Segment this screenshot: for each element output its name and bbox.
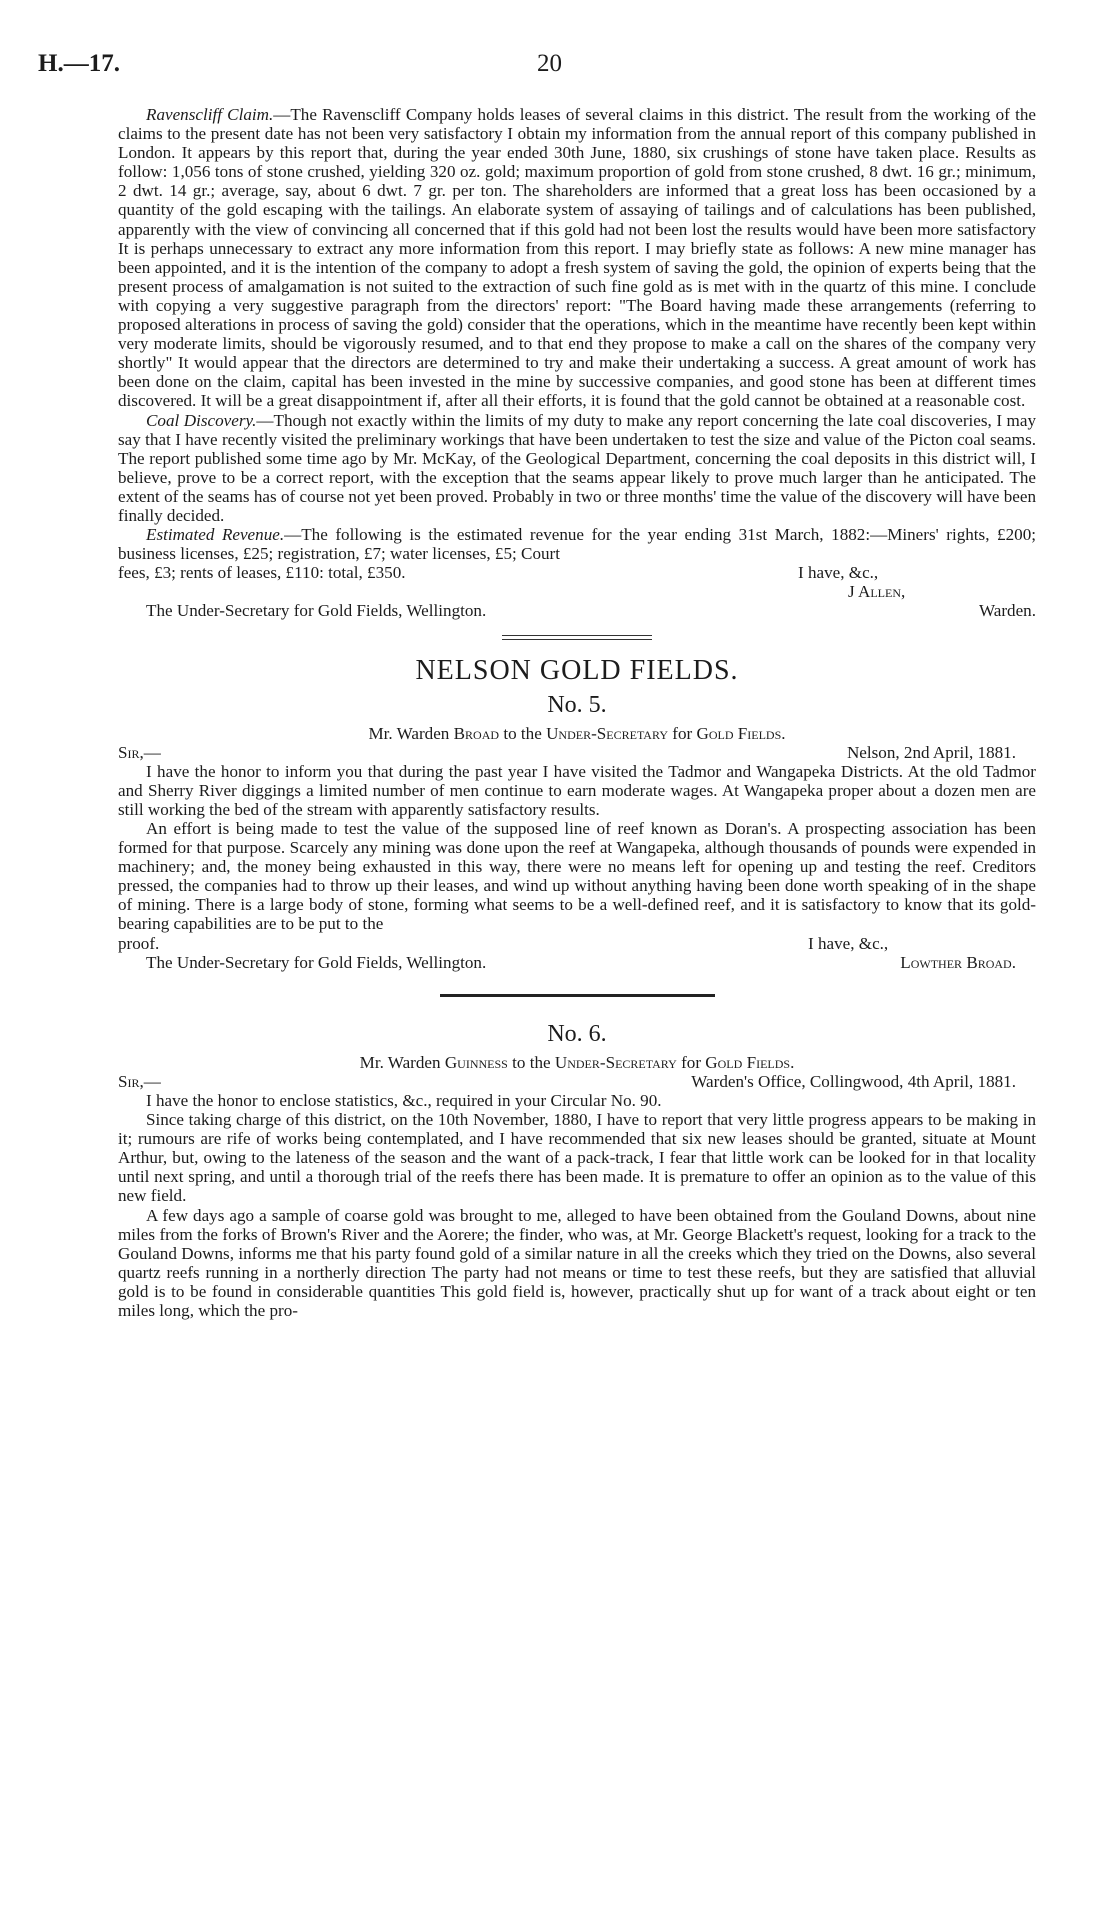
document-reference: H.—17. bbox=[38, 50, 120, 77]
letter-6-heading-name: Guinness bbox=[444, 1052, 508, 1072]
revenue-paragraph bbox=[118, 525, 1036, 563]
letter-divider bbox=[440, 994, 715, 997]
letter-6-heading-pre: Mr. Warden bbox=[359, 1052, 441, 1072]
letter-6-paragraph-3: A few days ago a sample of coarse gold was brought to me, alleged to have been obtained from the Gouland Downs, about nine miles from the forks of Brown's River and the Aorere; the finder, who was, at Mr. George Blackett's request, looking for a track to the Gouland Downs, informs me that his party found gold of a similar nature in all the creeks which they tried on the Downs, also several quartz reefs running in a northerly direction The party had not means or time to test these reefs, but they are satisfied that alluvial gold is to be found in considerable quantities This gold field is, however, practically shut up for want of a track about eight or ten miles long, which the pro- bbox=[118, 1205, 1036, 1320]
section-title: NELSON GOLD FIELDS. bbox=[415, 654, 739, 686]
letter-5-signature: Lowther Broad. bbox=[900, 952, 1016, 972]
letter-5-salutation: Sir,— bbox=[118, 742, 161, 762]
revenue-last-line-row bbox=[118, 563, 1036, 582]
letter-5-paragraph-2-last: proof. bbox=[118, 933, 160, 953]
letter-5-addressee: The Under-Secretary for Gold Fields, Wellington. bbox=[146, 952, 487, 972]
revenue-closing: I have, &c., bbox=[798, 563, 879, 583]
ravenscliff-text: —The Ravenscliff Company holds leases of several claims in this district. The result from the working of the claims to the present date has not been very satisfactory I obtain my information from the annual report of this company published in London. It appears by this report that, during the year ended 30th June, 1880, six crushings of stone have taken place. Results as follow: 1,056 tons of stone crushed, yielding 320 oz. gold; maximum proportion of gold from stone crushed, 8 dwt. 16 gr.; minimum, 2 dwt. 14 gr.; average, say, about 6 dwt. 7 gr. per ton. The shareholders are informed that a great loss has been occasioned by a quantity of the gold escaping with the tailings. An elaborate system of assaying of tailings and of calculations has been published, apparently with the view of convincing all concerned that if this gold had not been lost the results would have been more satisfactory It is perhaps unnecessary to extract any more information from this report. I may briefly state as follows: A new mine manager has been appointed, and it is the intention of the company to adopt a fresh system of saving the gold, the opinion of experts being that the present process of amalgamation is not suited to the extraction of such fine gold as is met with in the quartz of this mine. I conclude with copying a very suggestive paragraph from the directors' report: "The Board having made these arrangements (referring to proposed alterations in process of saving the gold) consider that the operations, which in the meantime have recently been kept within very moderate limits, should be vigorously resumed, and to that end they propose to make a call on the shares of the company very shortly" It would appear that the directors are determined to try and make their undertaking a success. A great amount of work has been done on the claim, capital has been invested in the mine by successive companies, and good stone has been at different times discovered. It will be a great disappointment if, after all their efforts, it is found that the gold cannot be obtained at a reasonable cost. bbox=[118, 105, 1036, 411]
letter-6-paragraph-2: Since taking charge of this district, on the 10th November, 1880, I have to report that very little progress appears to be making in it; rumours are rife of works being contemplated, and I have recommended that six new leases should be granted, situate at Mount Arthur, but, owing to the lateness of the season and the want of a pack-track, I fear that little work can be looked for in that locality until next spring, and until a thorough trial of the reefs there has been made. It is premature to offer an opinion as to the value of this new field. bbox=[118, 1110, 1036, 1206]
ravenscliff-title: Ravenscliff Claim. bbox=[146, 105, 274, 124]
page-number: 20 bbox=[537, 50, 562, 77]
letter-6-number: No. 6. bbox=[547, 1020, 607, 1047]
revenue-signature: J Allen, bbox=[848, 582, 906, 602]
letter-6-salutation: Sir,— bbox=[118, 1071, 161, 1091]
ravenscliff-paragraph bbox=[118, 105, 1036, 411]
coal-title: Coal Discovery. bbox=[146, 410, 257, 430]
section-divider bbox=[502, 635, 652, 640]
revenue-signature-row bbox=[118, 582, 1036, 601]
letter-6-heading-to: Under-Secretary bbox=[554, 1052, 677, 1072]
page-body bbox=[118, 105, 1036, 1320]
revenue-last-line: fees, £3; rents of leases, £110: total, £350. bbox=[118, 563, 406, 583]
letter-5-paragraph-1: I have the honor to inform you that during the past year I have visited the Tadmor and Wangapeka Districts. At the old Tadmor and Sherry River diggings a limited number of men continue to earn moderate wages. At Wangapeka proper about a dozen men are still working the bed of the stream with apparently satisfactory results. bbox=[118, 761, 1036, 819]
letter-5-heading-to: Under-Secretary bbox=[546, 723, 668, 743]
letter-6-heading-dept: Gold Fields. bbox=[705, 1052, 795, 1072]
letter-5-heading-name: Broad bbox=[453, 723, 500, 743]
letter-5-place-date: Nelson, 2nd April, 1881. bbox=[846, 742, 1016, 762]
letter-5-heading-for: for bbox=[672, 723, 693, 743]
letter-6-salutation-row bbox=[118, 1072, 1036, 1091]
letter-5-heading-dept: Gold Fields. bbox=[696, 723, 786, 743]
letter-6-paragraph-1: I have the honor to enclose statistics, &c., required in your Circular No. 90. bbox=[146, 1090, 662, 1110]
letter-5-proof-row bbox=[118, 934, 1036, 953]
letter-5-paragraph-2: An effort is being made to test the value of the supposed line of reef known as Doran's. A prospecting association has been formed for that purpose. Scarcely any mining was done upon the reef at Wangapeka, although thousands of pounds were expended in machinery; and, the money being exhausted in this way, there were no means left for opening up and testing the reef. Creditors pressed, the companies had to throw up their leases, and wind up without anything having been done worth speaking of in the shape of mining. There is a large body of stone, forming what seems to be a well-defined reef, and it is satisfactory to know that its gold-bearing capabilities are to be put to the bbox=[118, 819, 1036, 934]
letter-6-heading-mid: to the bbox=[512, 1052, 551, 1072]
letter-5-closing: I have, &c., bbox=[808, 933, 889, 953]
letter-5-salutation-row bbox=[118, 743, 1036, 762]
letter-6-place-date: Warden's Office, Collingwood, 4th April, 1881. bbox=[691, 1071, 1016, 1091]
letter-6-heading-for: for bbox=[681, 1052, 702, 1072]
letter-5-number: No. 5. bbox=[547, 691, 607, 718]
revenue-addressee: The Under-Secretary for Gold Fields, Wellington. bbox=[146, 601, 487, 621]
revenue-role: Warden. bbox=[979, 601, 1036, 621]
letter-5-signature-row bbox=[118, 953, 1036, 972]
revenue-text: —The following is the estimated revenue for the year ending 31st March, 1882:—Miners' rights, £200; business licenses, £25; registration, £7; water licenses, £5; Court bbox=[118, 525, 1036, 564]
letter-5-heading-mid: to the bbox=[503, 723, 542, 743]
coal-paragraph bbox=[118, 411, 1036, 526]
letter-5-heading-pre: Mr. Warden bbox=[368, 723, 450, 743]
coal-text: —Though not exactly within the limits of my duty to make any report concerning the late coal discoveries, I may say that I have recently visited the preliminary workings that have been undertaken to test the size and value of the Picton coal seams. The report published some time ago by Mr. McKay, of the Geological Department, concerning the coal deposits in this district will, I believe, prove to be a correct report, with the exception that the seams appear likely to prove much larger than he anticipated. The extent of the seams has of course not yet been proved. Probably in two or three months' time the value of the discovery will have been finally decided. bbox=[118, 410, 1036, 525]
letter-6-heading bbox=[118, 1053, 1036, 1072]
revenue-title: Estimated Revenue. bbox=[146, 525, 285, 545]
page-header bbox=[38, 50, 1038, 84]
revenue-addressee-row bbox=[118, 601, 1036, 620]
letter-5-heading bbox=[118, 724, 1036, 743]
